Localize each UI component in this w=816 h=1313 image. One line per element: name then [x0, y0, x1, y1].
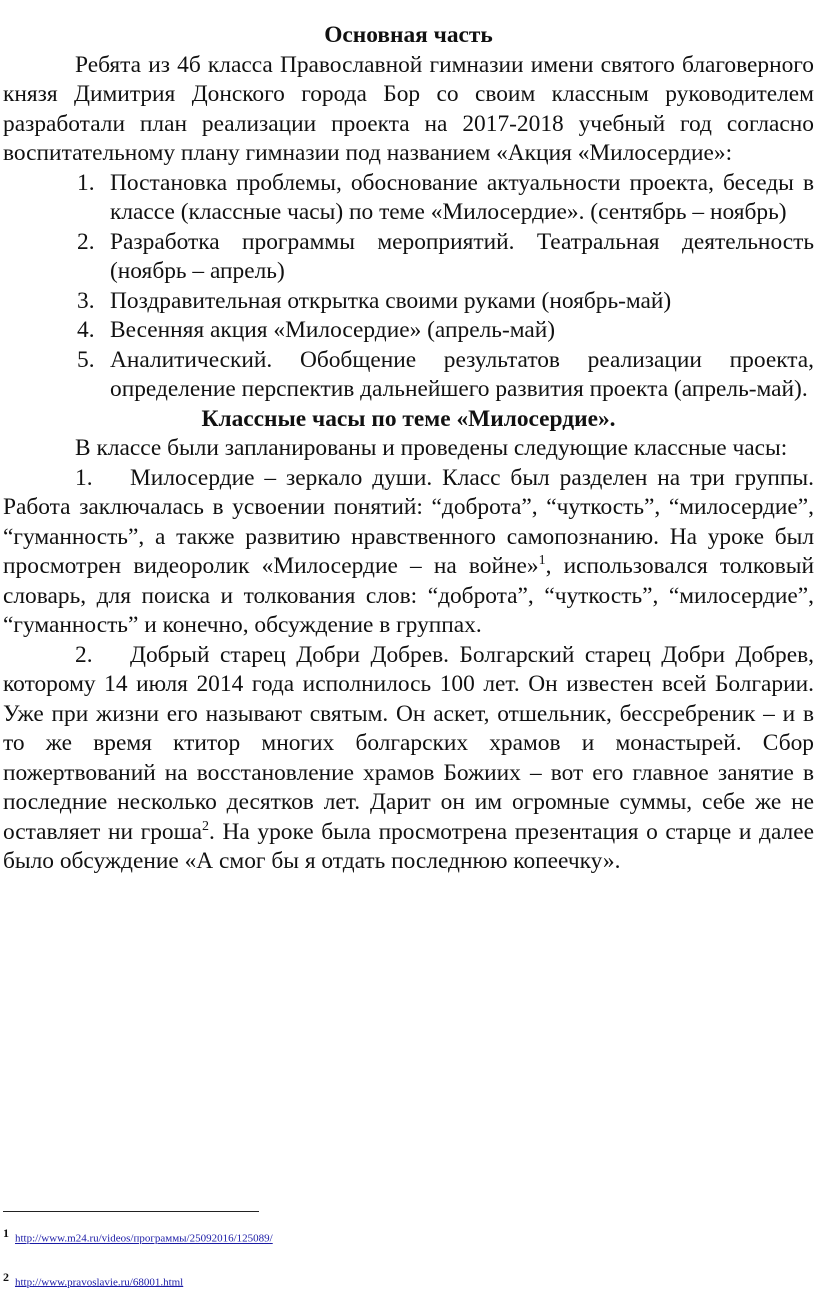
list-item [77, 287, 814, 317]
footnotes [3, 1211, 814, 1313]
document-body [3, 21, 814, 877]
list-item-number: 1. [77, 169, 95, 196]
subsection-heading: Классные часы по теме «Милосердие». [201, 405, 616, 432]
footnote-number: 1 [3, 1226, 9, 1240]
list-item-number: 2. [77, 228, 95, 255]
footnote-link-2[interactable]: http://www.pravoslavie.ru/68001.html [15, 1276, 184, 1289]
class-hour-item-2 [3, 641, 814, 877]
list-item-number: 3. [77, 287, 95, 314]
list-item [77, 316, 814, 346]
intro2-paragraph: В классе были запланированы и проведены следующие классные часы: [75, 435, 788, 461]
item-text-part-a: Милосердие – зеркало души. Класс был разделен на три группы. Работа заключалась в усвоении понятий: “доброта”, “чуткость”, “милосердие”, “гуманность”, а также развитию нравственного самопознанию. На уроке был просмотрен видеоролик «Милосердие – на войне» [3, 464, 814, 579]
list-item-text: Поздравительная открытка своими руками (ноябрь-май) [110, 287, 672, 314]
list-item-text: Постановка проблемы, обоснование актуальности проекта, беседы в классе (классные часы) по теме «Милосердие». (сентябрь – ноябрь) [110, 169, 814, 225]
item-text-part-b: . На уроке была просмотрена презентация о старце и далее было обсуждение «А смог бы я отдать последнюю копеечку». [3, 818, 814, 874]
footnote-1 [3, 1226, 814, 1246]
list-item-number: 4. [77, 317, 95, 343]
project-plan-list [3, 169, 814, 405]
list-item-text: Разработка программы мероприятий. Театральная деятельность (ноябрь – апрель) [110, 228, 814, 284]
footnote-ref-2[interactable]: 2 [202, 818, 209, 834]
item-number: 2. [75, 641, 93, 668]
item-number: 1. [75, 464, 93, 491]
class-hour-item-1 [3, 464, 814, 641]
list-item [77, 169, 814, 228]
item-text-part-b: , использовался толковый словарь, для поиска и толкования слов: “доброта”, “чуткость”, “милосердие”, “гуманность” и конечно, обсуждение в группах. [3, 553, 814, 638]
footnote-2 [3, 1270, 814, 1290]
list-item-number: 5. [77, 346, 95, 373]
list-item-text: Весенняя акция «Милосердие» (апрель-май) [110, 317, 556, 343]
list-item [77, 346, 814, 405]
footnote-number: 2 [3, 1269, 9, 1284]
footnote-separator [3, 1211, 259, 1212]
section-heading: Основная часть [324, 22, 493, 48]
list-item-text: Аналитический. Обобщение результатов реализации проекта, определение перспектив дальнейшего развития проекта (апрель-май). [110, 346, 814, 402]
footnote-link-1[interactable]: http://www.m24.ru/videos/программы/25092016/125089/ [15, 1232, 273, 1245]
item-text-part-a: Добрый старец Добри Добрев. Болгарский старец Добри Добрев, которому 14 июля 2014 года исполнилось 100 лет. Он известен всей Болгарии. Уже при жизни его называют святым. Он аскет, отшельник, бессребреник – и в то же время ктитор многих болгарских храмов и монастырей. Сбор пожертвований на восстановление храмов Божиих – вот его главное занятие в последние несколько десятков лет. Дарит он им огромные суммы, себе же не оставляет ни гроша [3, 641, 814, 845]
footnote-ref-1[interactable]: 1 [538, 553, 546, 569]
list-item [77, 228, 814, 287]
intro-paragraph: Ребята из 4б класса Православной гимназии имени святого благоверного князя Димитрия Донского города Бор со своим классным руководителем разработали план реализации проекта на 2017-2018 учебный год согласно воспитательному плану гимназии под названием «Акция «Милосердие»: [3, 51, 814, 166]
